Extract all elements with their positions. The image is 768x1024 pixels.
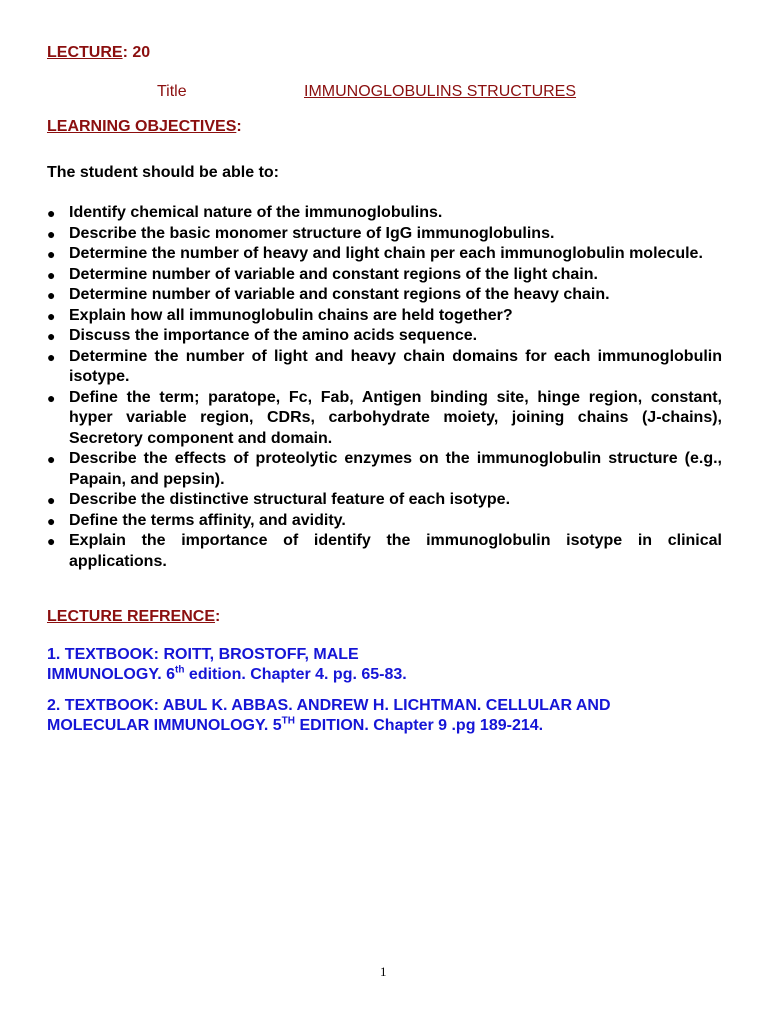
bullet-icon: ● xyxy=(47,451,56,467)
reference-1-line-2 xyxy=(47,665,407,685)
objectives-intro: The student should be able to: xyxy=(47,164,279,181)
learning-objectives-heading xyxy=(47,118,242,136)
objective-item xyxy=(47,347,722,388)
reference-2-line-1: 2. TEXTBOOK: ABUL K. ABBAS. ANDREW H. LICHTMAN. CELLULAR AND xyxy=(47,697,611,714)
bullet-icon: ● xyxy=(47,348,56,365)
bullet-icon: ● xyxy=(47,533,56,549)
objective-text: Describe the basic monomer structure of IgG immunoglobulins. xyxy=(69,224,555,242)
objective-item xyxy=(47,388,722,450)
bullet-icon: ● xyxy=(47,266,56,283)
objective-item xyxy=(47,306,722,327)
objective-item xyxy=(47,511,722,532)
objective-item xyxy=(47,531,722,572)
objective-text: Define the terms affinity, and avidity. xyxy=(69,511,346,529)
bullet-icon: ● xyxy=(47,307,56,324)
lecture-reference-colon: : xyxy=(215,608,221,625)
objective-text: Describe the distinctive structural feature of each isotype. xyxy=(69,491,511,508)
objective-item xyxy=(47,203,722,224)
lecture-separator: : xyxy=(122,44,133,61)
lecture-reference-label: LECTURE REFRENCE xyxy=(47,608,216,625)
lecture-label: LECTURE xyxy=(47,44,123,61)
objective-item xyxy=(47,449,722,490)
objective-item xyxy=(47,265,722,286)
bullet-icon: ● xyxy=(47,246,56,262)
title-label: Title xyxy=(157,83,187,100)
bullet-icon: ● xyxy=(47,225,56,242)
bullet-icon: ● xyxy=(47,492,56,508)
bullet-icon: ● xyxy=(47,205,56,221)
objective-item xyxy=(47,490,722,511)
objective-item xyxy=(47,285,722,306)
objective-text: Determine the number of heavy and light chain per each immunoglobulin molecule. xyxy=(69,245,703,262)
learning-objectives-colon: : xyxy=(236,118,242,135)
page-number: 1 xyxy=(380,964,387,979)
objectives-list xyxy=(47,203,722,572)
lecture-number: 20 xyxy=(132,44,151,61)
document-page xyxy=(47,0,722,1024)
objective-text: Determine number of variable and constant regions of the light chain. xyxy=(69,265,598,283)
reference-1-line-2-post: edition. Chapter 4. pg. 65-83. xyxy=(184,665,407,683)
objective-text: Determine number of variable and constant regions of the heavy chain. xyxy=(69,286,610,303)
reference-2-superscript: TH xyxy=(281,715,296,727)
objective-text: Discuss the importance of the amino acids sequence. xyxy=(69,327,478,344)
reference-1 xyxy=(47,645,407,684)
objective-text: Define the term; paratope, Fc, Fab, Antigen binding site, hinge region, constant, hyper variable region, CDRs, carbohydrate moiety, joining chains (J-chains), Secretory component and domain. xyxy=(69,388,722,447)
objective-text: Determine the number of light and heavy chain domains for each immunoglobulin isotype. xyxy=(69,347,722,385)
reference-2-line-2-pre: MOLECULAR IMMUNOLOGY. 5 xyxy=(47,716,282,734)
lecture-number-line xyxy=(47,44,150,62)
objective-item xyxy=(47,244,722,265)
bullet-icon: ● xyxy=(47,287,56,303)
lecture-reference-heading xyxy=(47,608,220,626)
objective-text: Explain the importance of identify the immunoglobulin isotype in clinical applications. xyxy=(69,532,722,570)
objective-item xyxy=(47,326,722,347)
objective-text: Describe the effects of proteolytic enzymes on the immunoglobulin structure (e.g., Papain, and pepsin). xyxy=(69,450,722,488)
reference-2 xyxy=(47,696,611,735)
lecture-title: IMMUNOGLOBULINS STRUCTURES xyxy=(304,83,577,100)
bullet-icon: ● xyxy=(47,389,56,406)
reference-1-line-2-pre: IMMUNOLOGY. 6 xyxy=(47,665,176,683)
reference-1-superscript: th xyxy=(175,664,185,676)
objective-text: Identify chemical nature of the immunoglobulins. xyxy=(69,204,443,221)
reference-2-line-2 xyxy=(47,716,611,736)
reference-1-line-1: 1. TEXTBOOK: ROITT, BROSTOFF, MALE xyxy=(47,646,359,663)
bullet-icon: ● xyxy=(47,328,56,344)
bullet-icon: ● xyxy=(47,512,56,529)
learning-objectives-label: LEARNING OBJECTIVES xyxy=(47,118,237,135)
objective-item xyxy=(47,224,722,245)
objective-text: Explain how all immunoglobulin chains are held together? xyxy=(69,306,513,324)
reference-2-line-2-post: EDITION. Chapter 9 .pg 189-214. xyxy=(295,716,544,734)
